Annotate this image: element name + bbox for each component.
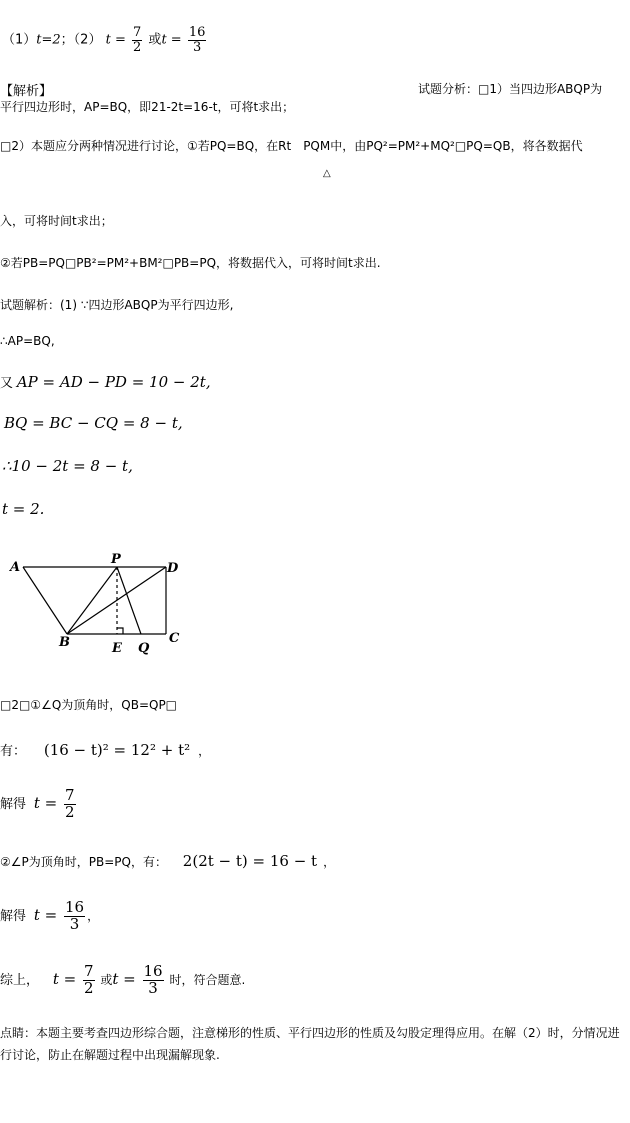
edge-AB	[23, 567, 67, 634]
solution-step-3: BQ = BC − CQ = 8 − t,	[4, 414, 183, 432]
part2-solve-2-label: 解得	[0, 908, 27, 924]
part2-summary-fraction-1	[83, 964, 95, 997]
solution-step-1: ∴AP=BQ,	[0, 334, 55, 348]
answer-t-2: t	[161, 32, 167, 48]
part2-summary-t-1: t	[52, 969, 59, 988]
part2-case-2-line	[0, 852, 335, 870]
part2-summary-line	[0, 964, 245, 997]
part2-equation-1-tail: ，	[198, 744, 211, 758]
solution-step-4: ∴10 − 2t = 8 − t,	[2, 457, 133, 475]
analysis-line-2: 平行四边形时，AP=BQ，即21-2t=16-t，可将t求出；	[0, 100, 295, 114]
answer-t: t	[105, 32, 111, 48]
part2-summary-eq-1: =	[58, 969, 81, 988]
answer-part1-label: （1）	[2, 32, 37, 48]
answer-fraction-1	[132, 26, 142, 54]
answer-equals-2: =	[166, 32, 186, 48]
answer-fraction-2-num: 16	[188, 25, 206, 40]
solution-intro: 试题解析：(1) ∵四边形ABQP为平行四边形,	[0, 298, 234, 312]
part2-solve-1-label: 解得	[0, 796, 27, 812]
solution-step-2	[0, 372, 211, 391]
part2-result-2-den: 3	[69, 914, 80, 933]
analysis-line-3-text: □2）本题应分两种情况进行讨论，①若PQ=BQ，在Rt PQM中，由PQ²=PM²+MQ²□PQ=QB，将各数据代	[0, 139, 583, 153]
part2-solve-2-eq: =	[39, 905, 62, 924]
comment-paragraph: 点睛：本题主要考查四边形综合题，注意梯形的性质、平行四边形的性质及勾股定理得应用。在解（2）时，分情况进行讨论，防止在解题过程中出现漏解现象.	[0, 1026, 620, 1062]
part2-result-2-num: 16	[64, 898, 85, 916]
answer-fraction-1-den: 2	[133, 39, 142, 55]
label-C: C	[169, 631, 180, 646]
solution-step-5: t = 2.	[2, 500, 45, 518]
analysis-right-text: 试题分析：□1）当四边形ABQP为	[418, 82, 603, 96]
analysis-line-3	[0, 137, 583, 154]
answer-or: 或	[148, 32, 162, 48]
part2-equation-1-line	[0, 740, 210, 759]
part2-summary-fraction-1-den: 2	[83, 978, 94, 997]
part2-summary-or: 或	[100, 972, 113, 987]
part2-result-1-fraction	[64, 788, 76, 821]
label-D: D	[167, 561, 179, 576]
geometry-figure	[0, 550, 200, 660]
part2-summary-tail: 时，符合题意.	[169, 972, 246, 987]
triangle-symbol: △	[323, 168, 331, 179]
answer-fraction-2-den: 3	[192, 39, 202, 55]
part2-solve-1-line	[0, 788, 78, 821]
analysis-line-5: ②若PB=PQ□PB²=PM²+BM²□PB=PQ，将数据代入，可将时间t求出.	[0, 256, 381, 270]
part2-have-label: 有：	[0, 744, 27, 759]
part2-result-1-num: 7	[64, 786, 75, 804]
answer-line	[2, 26, 208, 54]
part2-result-1-den: 2	[64, 802, 75, 821]
label-P: P	[111, 552, 121, 567]
part2-summary-fraction-1-num: 7	[83, 962, 94, 980]
solution-step-2-prefix: 又	[0, 376, 14, 391]
segment-PB	[67, 567, 117, 634]
part2-solve-2-t: t	[33, 905, 40, 924]
part2-solve-1-t: t	[33, 793, 40, 812]
right-angle-mark	[117, 628, 123, 634]
label-Q: Q	[138, 641, 150, 656]
answer-fraction-1-num: 7	[133, 25, 142, 40]
answer-equals: =	[110, 32, 130, 48]
part2-summary-fraction-2	[143, 964, 164, 997]
part2-solve-2-line	[0, 900, 99, 933]
part2-summary-fraction-2-num: 16	[143, 962, 163, 980]
analysis-heading: 【解析】	[0, 84, 53, 99]
part2-summary-fraction-2-den: 3	[148, 978, 158, 997]
part2-equation-2: 2(2t − t) = 16 − t	[182, 852, 318, 870]
part2-solve-1-eq: =	[39, 793, 62, 812]
part2-equation-2-tail: ，	[323, 855, 336, 869]
answer-fraction-2	[188, 26, 207, 54]
part2-equation-1: (16 − t)² = 12² + t²	[43, 741, 191, 759]
part2-case-1: □2□①∠Q为顶角时，QB=QP□	[0, 698, 178, 712]
segment-PQ	[117, 567, 141, 634]
part2-summary-t-2: t	[112, 969, 119, 988]
label-B: B	[59, 635, 70, 650]
part2-summary-eq-2: =	[118, 969, 141, 988]
answer-separator: ；（2）	[60, 32, 102, 48]
part2-result-2-tail: ，	[87, 908, 100, 923]
solution-step-2-equation: AP = AD − PD = 10 − 2t,	[16, 373, 211, 391]
label-E: E	[112, 641, 122, 656]
analysis-line-4: 入，可将时间t求出；	[0, 214, 113, 228]
part2-case-2-prefix: ②∠P为顶角时，PB=PQ，有：	[0, 855, 167, 869]
answer-t-eq-2: t=2	[36, 32, 61, 48]
part2-result-2-fraction	[64, 900, 85, 933]
part2-summary-prefix: 综上，	[0, 972, 40, 988]
label-A: A	[10, 560, 21, 575]
